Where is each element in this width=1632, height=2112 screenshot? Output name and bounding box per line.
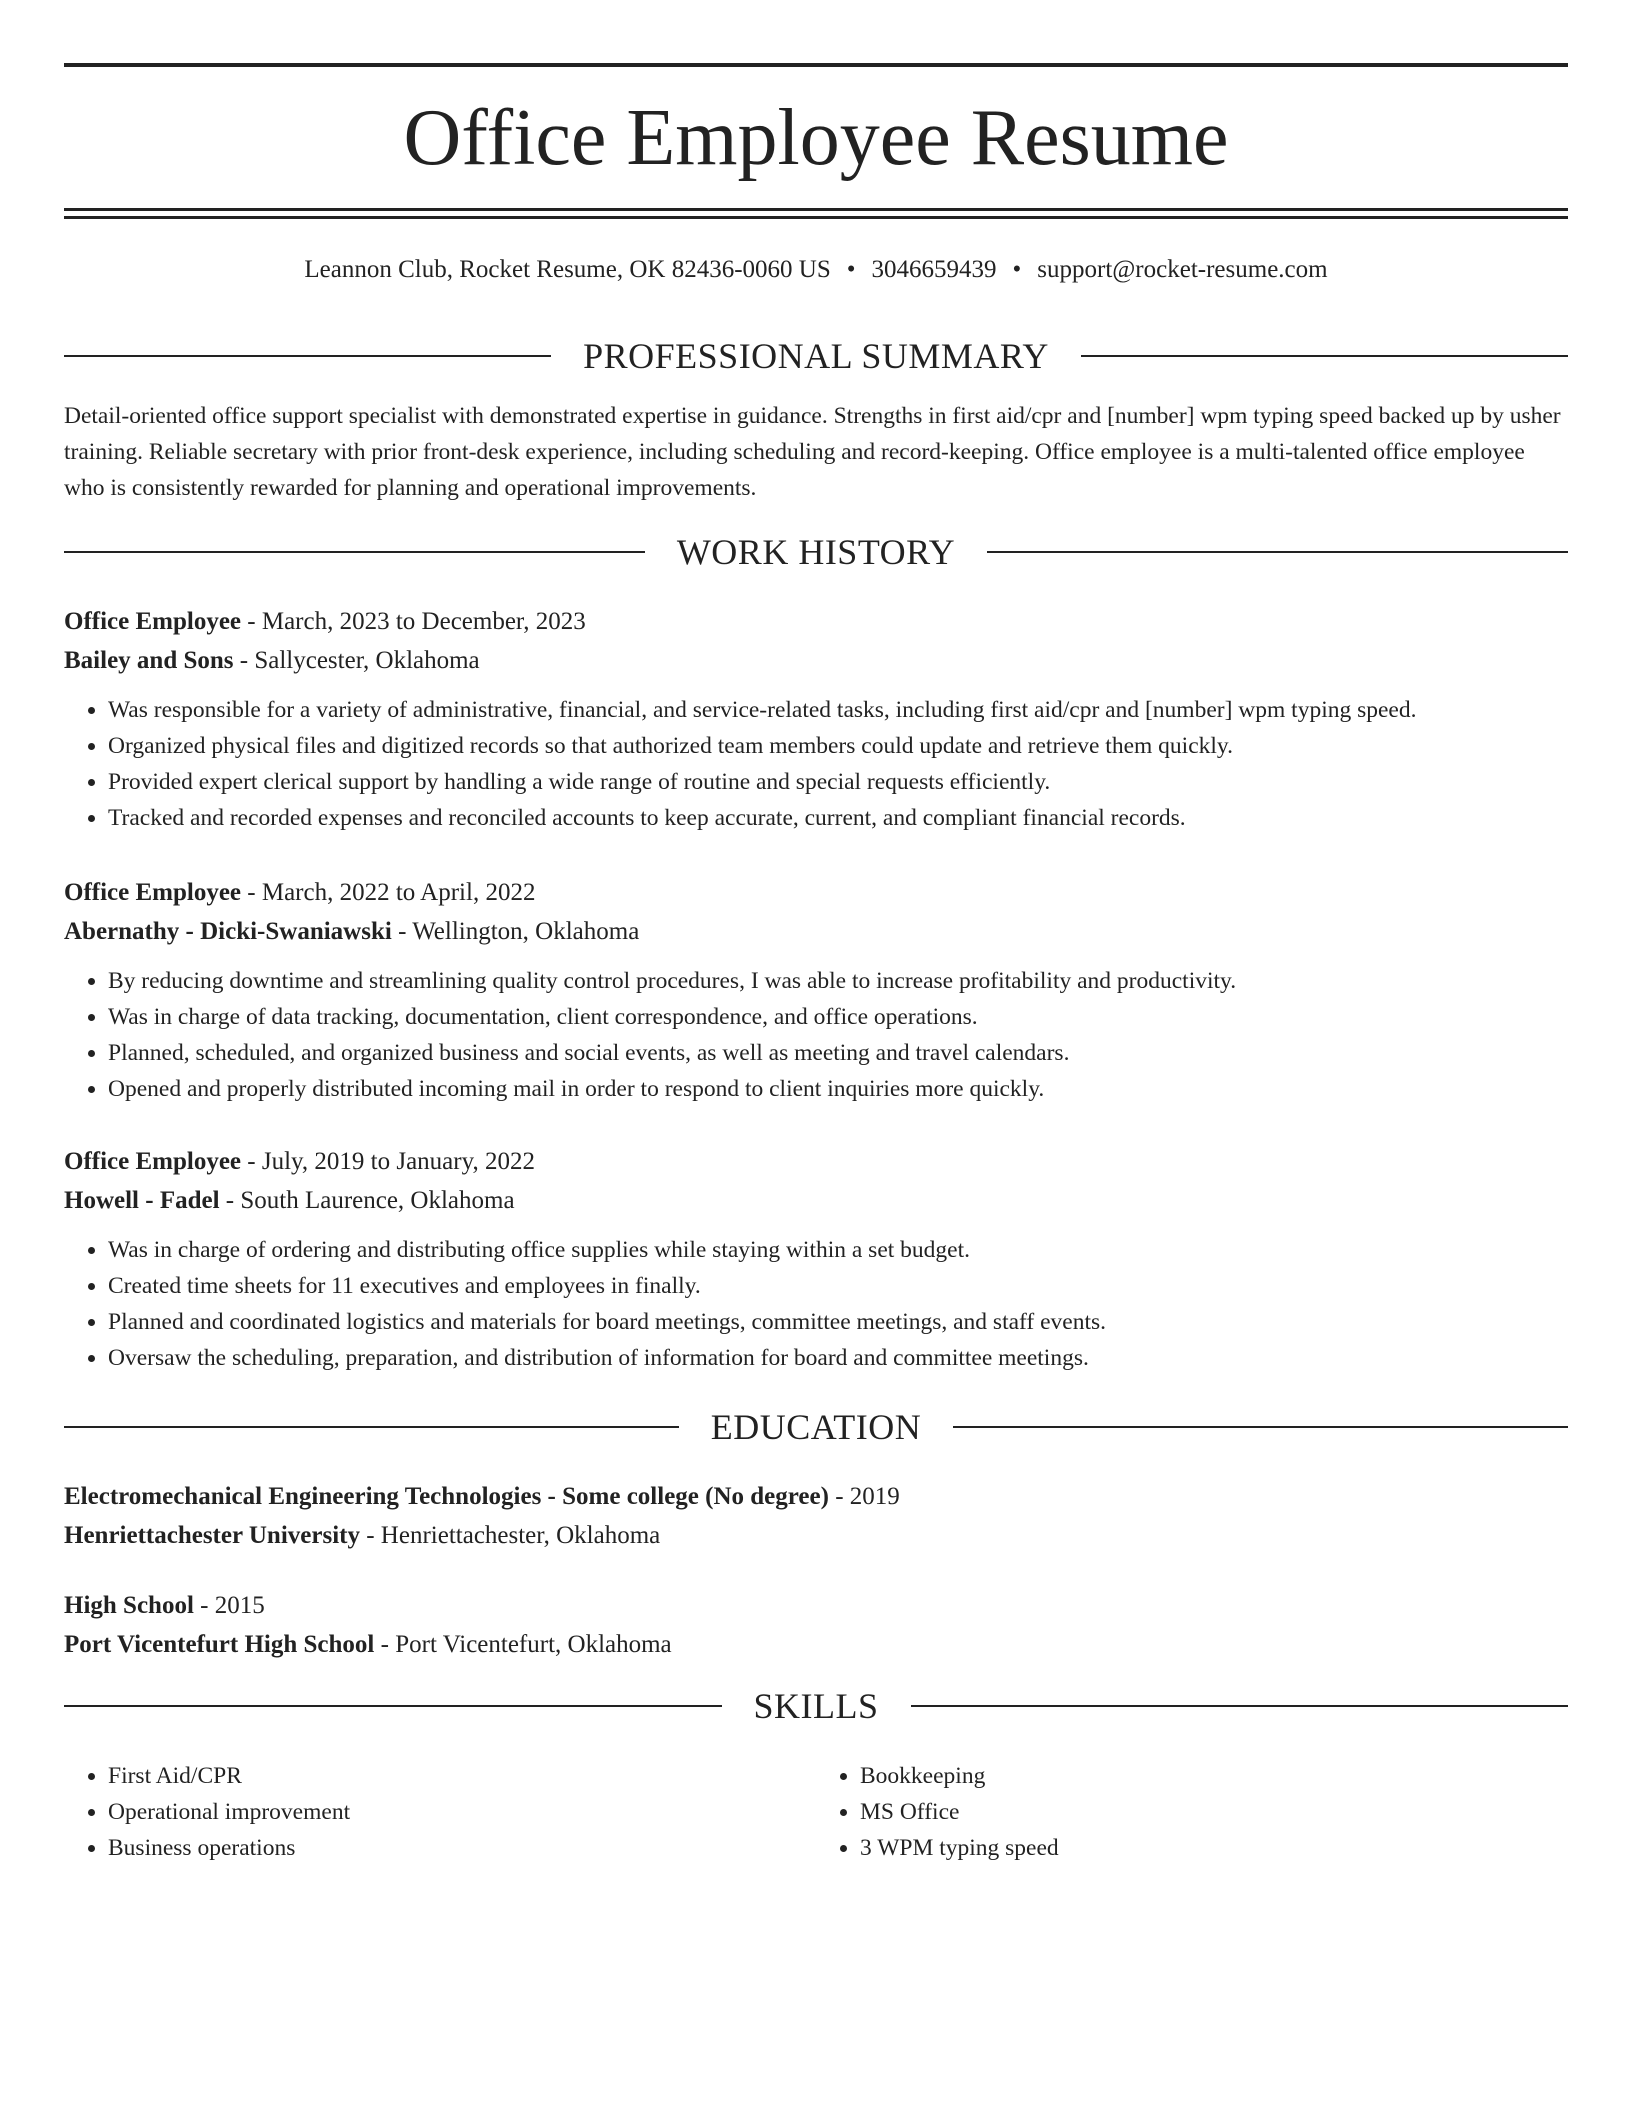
page-title: Office Employee Resume: [403, 94, 1229, 182]
job-bullets: [64, 963, 1568, 1107]
job-company-line: [64, 1181, 1568, 1220]
education-degree: Electromechanical Engineering Technologies - Some college (No degree): [64, 1483, 829, 1510]
skill-item: • Business operations: [108, 1830, 816, 1866]
skill-item: • First Aid/CPR: [108, 1758, 816, 1794]
education-year: - 2015: [193, 1592, 265, 1619]
job-location: - Sallycester, Oklahoma: [233, 647, 480, 674]
section-header-work-history: [64, 530, 1568, 574]
job-dates: - March, 2022 to April, 2022: [241, 879, 536, 906]
section-rule: [987, 551, 1568, 553]
section-rule: [953, 1426, 1568, 1428]
section-rule: [64, 551, 645, 553]
job-bullet: • Oversaw the scheduling, preparation, and distribution of information for board and committee meetings.: [108, 1340, 1568, 1376]
education-entry: [64, 1477, 1568, 1555]
job-bullet: • Was responsible for a variety of administrative, financial, and service-related tasks, including first aid/cpr and [number] wpm typing speed.: [108, 692, 1568, 728]
job-title: Office Employee: [64, 879, 242, 906]
section-title: SKILLS: [753, 1686, 879, 1726]
contact-separator: •: [846, 256, 856, 283]
skills-column-left: [64, 1758, 816, 1866]
section-rule: [911, 1705, 1569, 1707]
job-entry: [64, 1142, 1568, 1376]
education-degree-line: [64, 1477, 1568, 1516]
education-location: - Port Vicentefurt, Oklahoma: [374, 1631, 672, 1658]
job-title-line: [64, 1142, 1568, 1181]
job-location: - South Laurence, Oklahoma: [219, 1187, 515, 1214]
job-title-line: [64, 602, 1568, 641]
contact-separator: •: [1012, 256, 1022, 283]
job-entry: [64, 873, 1568, 1107]
job-dates: - March, 2023 to December, 2023: [241, 608, 586, 635]
education-degree-line: [64, 1586, 1568, 1625]
job-title: Office Employee: [64, 1148, 242, 1175]
title-rule-upper: [64, 208, 1568, 211]
job-dates: - July, 2019 to January, 2022: [241, 1148, 535, 1175]
job-bullet: • By reducing downtime and streamlining quality control procedures, I was able to increase profitability and productivity.: [108, 963, 1568, 999]
job-bullets: [64, 692, 1568, 836]
contact-address: Leannon Club, Rocket Resume, OK 82436-0060 US: [304, 256, 831, 283]
job-bullet: • Provided expert clerical support by handling a wide range of routine and special requests efficiently.: [108, 764, 1568, 800]
job-company: Abernathy - Dicki-Swaniawski: [64, 918, 392, 945]
section-title: WORK HISTORY: [676, 532, 956, 572]
education-entry: [64, 1586, 1568, 1664]
education-degree: High School: [64, 1592, 194, 1619]
job-bullet: • Organized physical files and digitized records so that authorized team members could update and retrieve them quickly.: [108, 728, 1568, 764]
section-rule: [1081, 355, 1568, 357]
job-company: Bailey and Sons: [64, 647, 234, 674]
education-year: - 2019: [828, 1483, 900, 1510]
job-bullet: • Was in charge of ordering and distributing office supplies while staying within a set budget.: [108, 1232, 1568, 1268]
section-rule: [64, 1705, 722, 1707]
contact-line: [64, 252, 1568, 288]
education-location: - Henriettachester, Oklahoma: [359, 1522, 661, 1549]
section-rule: [64, 1426, 679, 1428]
title-rule-lower: [64, 216, 1568, 219]
education-school: Port Vicentefurt High School: [64, 1631, 375, 1658]
contact-email: support@rocket-resume.com: [1037, 256, 1328, 283]
education-school: Henriettachester University: [64, 1522, 360, 1549]
top-rule: [64, 63, 1568, 67]
skill-item: • 3 WPM typing speed: [860, 1830, 1568, 1866]
skills-column-right: [816, 1758, 1568, 1866]
section-title: PROFESSIONAL SUMMARY: [583, 336, 1049, 376]
job-title: Office Employee: [64, 608, 242, 635]
section-header-skills: [64, 1684, 1568, 1728]
job-entry: [64, 602, 1568, 836]
skill-item: • MS Office: [860, 1794, 1568, 1830]
education-school-line: [64, 1625, 1568, 1664]
job-company: Howell - Fadel: [64, 1187, 220, 1214]
job-bullets: [64, 1232, 1568, 1376]
job-bullet: • Planned and coordinated logistics and materials for board meetings, committee meetings, and staff events.: [108, 1304, 1568, 1340]
section-title: EDUCATION: [710, 1407, 922, 1447]
job-company-line: [64, 912, 1568, 951]
job-title-line: [64, 873, 1568, 912]
section-rule: [64, 355, 551, 357]
job-bullet: • Created time sheets for 11 executives and employees in finally.: [108, 1268, 1568, 1304]
section-header-summary: [64, 334, 1568, 378]
education-school-line: [64, 1516, 1568, 1555]
job-bullet: • Planned, scheduled, and organized business and social events, as well as meeting and travel calendars.: [108, 1035, 1568, 1071]
job-bullet: • Opened and properly distributed incoming mail in order to respond to client inquiries more quickly.: [108, 1071, 1568, 1107]
skill-item: • Bookkeeping: [860, 1758, 1568, 1794]
job-bullet: • Was in charge of data tracking, documentation, client correspondence, and office operations.: [108, 999, 1568, 1035]
skill-item: • Operational improvement: [108, 1794, 816, 1830]
job-company-line: [64, 641, 1568, 680]
summary-text: Detail-oriented office support specialist with demonstrated expertise in guidance. Strengths in first aid/cpr and [number] wpm typing speed backed up by usher training. Reliable secretary with prior front-desk experience, including scheduling and record-keeping. Office employee is a multi-talented office employee who is consistently rewarded for planning and operational improvements.: [64, 403, 1561, 501]
job-location: - Wellington, Oklahoma: [391, 918, 640, 945]
job-bullet: • Tracked and recorded expenses and reconciled accounts to keep accurate, current, and compliant financial records.: [108, 800, 1568, 836]
skills-list: [64, 1758, 1568, 1866]
section-header-education: [64, 1405, 1568, 1449]
contact-phone: 3046659439: [871, 256, 997, 283]
